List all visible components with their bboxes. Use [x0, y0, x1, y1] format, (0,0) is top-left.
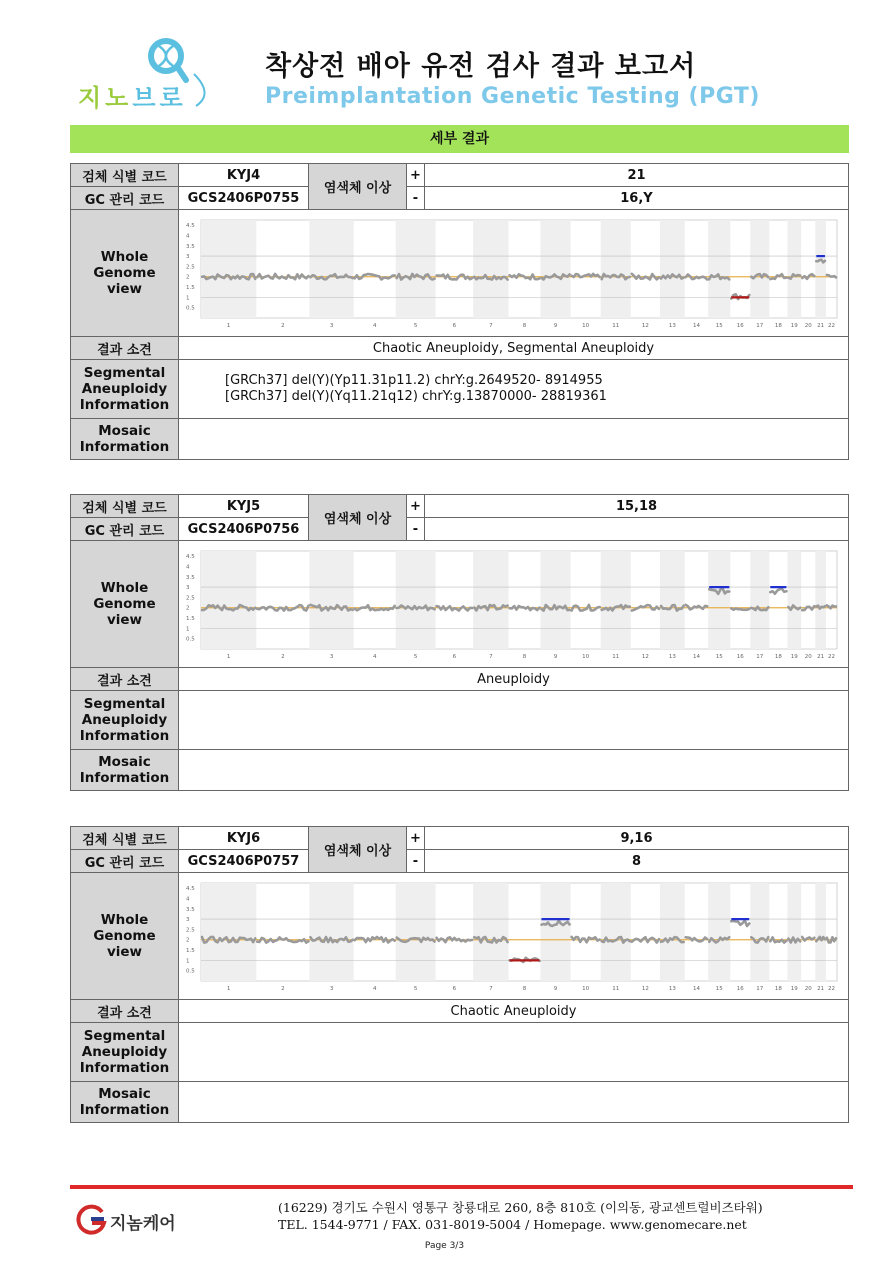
chromosome-band [660, 220, 685, 318]
whole-genome-chart [183, 877, 841, 995]
x-tick-label: 19 [790, 986, 798, 992]
y-tick-label: 2.5 [186, 927, 195, 934]
x-tick-label: 19 [790, 654, 798, 660]
mosaic-label: Mosaic Information [71, 750, 179, 791]
x-tick-label: 18 [774, 986, 782, 992]
x-tick-label: 7 [489, 323, 493, 329]
x-tick-label: 15 [715, 986, 723, 992]
chromosome-band [660, 551, 685, 649]
x-tick-label: 21 [817, 986, 825, 992]
x-tick-label: 13 [668, 323, 676, 329]
x-tick-label: 13 [668, 654, 676, 660]
y-tick-label: 1.5 [186, 616, 195, 623]
y-tick-label: 1.5 [186, 285, 195, 292]
chromosome-band [201, 551, 256, 649]
chromosome-band [750, 220, 769, 318]
segmental-label: Segmental Aneuploidy Information [71, 691, 179, 750]
chromosome-band [309, 220, 353, 318]
x-tick-label: 8 [522, 654, 527, 660]
chromosome-band [787, 220, 801, 318]
y-tick-label: 2 [186, 605, 190, 612]
chromosome-band [815, 220, 826, 318]
sample-id-value: KYJ4 [179, 164, 309, 187]
report-subtitle: Preimplantation Genetic Testing (PGT) [265, 84, 760, 109]
segmental-info [179, 691, 849, 750]
sample-id-value: KYJ6 [179, 827, 309, 850]
section-title: 세부 결과 [70, 125, 849, 153]
x-tick-label: 11 [612, 323, 620, 329]
chromosome-band [660, 883, 685, 981]
x-tick-label: 7 [489, 654, 493, 660]
x-tick-label: 2 [281, 986, 285, 992]
x-tick-label: 6 [452, 323, 457, 329]
x-tick-label: 5 [413, 986, 418, 992]
x-tick-label: 1 [226, 323, 231, 329]
plot-area [201, 883, 837, 981]
y-tick-label: 2 [186, 937, 190, 944]
logo-wordmark: 지노브로 [78, 84, 187, 112]
x-tick-label: 10 [582, 986, 590, 992]
x-tick-label: 16 [736, 986, 744, 992]
x-tick-label: 1 [226, 654, 231, 660]
chromosome-band [396, 551, 436, 649]
x-tick-label: 18 [774, 654, 782, 660]
x-tick-label: 12 [641, 986, 649, 992]
sample-id-label: 검체 식별 코드 [71, 164, 179, 187]
chromosome-band [787, 883, 801, 981]
chromosome-band [201, 220, 256, 318]
y-tick-label: 0.5 [186, 305, 195, 312]
segmental-label: Segmental Aneuploidy Information [71, 360, 179, 419]
chromosome-band [473, 883, 508, 981]
x-tick-label: 17 [756, 986, 764, 992]
x-tick-label: 20 [804, 654, 812, 660]
sample-id-label: 검체 식별 코드 [71, 495, 179, 518]
result-value: Aneuploidy [179, 668, 849, 691]
x-tick-label: 8 [522, 323, 527, 329]
sample-table [70, 163, 849, 460]
x-tick-label: 21 [817, 654, 825, 660]
x-tick-label: 12 [641, 323, 649, 329]
whole-genome-chart-cell [179, 210, 849, 337]
x-tick-label: 5 [413, 323, 418, 329]
copy-number-points [731, 608, 749, 609]
footer-divider [70, 1185, 853, 1189]
y-tick-label: 3 [186, 254, 190, 261]
gain-sign: + [407, 495, 425, 518]
result-label: 결과 소견 [71, 337, 179, 360]
y-tick-label: 3.5 [186, 243, 195, 250]
whole-genome-label: Whole Genome view [71, 873, 179, 1000]
gc-code-label: GC 관리 코드 [71, 850, 179, 873]
chromosome-band [473, 551, 508, 649]
y-tick-label: 3 [186, 917, 190, 924]
sample-id-label: 검체 식별 코드 [71, 827, 179, 850]
x-tick-label: 9 [553, 654, 558, 660]
gc-code-value: GCS2406P0755 [179, 187, 309, 210]
x-tick-label: 14 [692, 654, 700, 660]
y-tick-label: 2.5 [186, 595, 195, 602]
x-tick-label: 8 [522, 986, 527, 992]
chromosome-band [396, 883, 436, 981]
chromosome-band [601, 883, 631, 981]
page-number: Page 3/3 [424, 1241, 465, 1251]
loss-value: 16,Y [425, 187, 849, 210]
x-tick-label: 12 [641, 654, 649, 660]
x-tick-label: 15 [715, 323, 723, 329]
whole-genome-label: Whole Genome view [71, 541, 179, 668]
chromosome-band [540, 883, 570, 981]
x-tick-label: 21 [817, 323, 825, 329]
y-tick-label: 4 [186, 564, 190, 571]
loss-sign: - [407, 187, 425, 210]
x-tick-label: 9 [553, 986, 558, 992]
x-tick-label: 3 [329, 654, 334, 660]
footer-address-block [278, 1199, 763, 1233]
x-tick-label: 17 [756, 654, 764, 660]
y-tick-label: 0.5 [186, 968, 195, 975]
x-tick-label: 14 [692, 986, 700, 992]
plot-area [201, 220, 837, 318]
segmental-info [179, 1023, 849, 1082]
company-name: 지놈케어 [110, 1214, 176, 1234]
result-value: Chaotic Aneuploidy [179, 1000, 849, 1023]
company-logo [74, 1202, 184, 1238]
report-title: 착상전 배아 유전 검사 결과 보고서 [265, 51, 697, 82]
whole-genome-chart [183, 214, 841, 332]
x-tick-label: 4 [372, 986, 377, 992]
mosaic-label: Mosaic Information [71, 1082, 179, 1123]
y-tick-label: 4 [186, 896, 190, 903]
gc-code-value: GCS2406P0757 [179, 850, 309, 873]
chromosome-band [309, 883, 353, 981]
gain-value: 21 [425, 164, 849, 187]
x-tick-label: 22 [827, 323, 835, 329]
chromosome-band [787, 551, 801, 649]
report-header [0, 0, 889, 120]
gain-sign: + [407, 827, 425, 850]
x-tick-label: 6 [452, 654, 457, 660]
x-tick-label: 16 [736, 323, 744, 329]
x-tick-label: 4 [372, 323, 377, 329]
x-tick-label: 22 [827, 986, 835, 992]
x-tick-label: 22 [827, 654, 835, 660]
chromosome-band [815, 551, 826, 649]
chromosome-band [601, 220, 631, 318]
mosaic-value [179, 1082, 849, 1123]
gc-code-value: GCS2406P0756 [179, 518, 309, 541]
y-tick-label: 3.5 [186, 906, 195, 913]
x-tick-label: 18 [774, 323, 782, 329]
chromosome-band [201, 883, 256, 981]
x-tick-label: 20 [804, 323, 812, 329]
x-tick-label: 3 [329, 323, 334, 329]
chromosome-band [750, 883, 769, 981]
loss-value: 8 [425, 850, 849, 873]
y-tick-label: 1 [186, 958, 190, 965]
plot-area [201, 551, 837, 649]
chromosome-band [708, 551, 730, 649]
sample-table [70, 826, 849, 1123]
whole-genome-chart [183, 545, 841, 663]
y-tick-label: 3.5 [186, 574, 195, 581]
x-tick-label: 17 [756, 323, 764, 329]
genomecare-g-icon [74, 1203, 108, 1237]
x-tick-label: 2 [281, 654, 285, 660]
y-tick-label: 0.5 [186, 636, 195, 643]
x-tick-label: 19 [790, 323, 798, 329]
gain-sign: + [407, 164, 425, 187]
y-tick-label: 3 [186, 585, 190, 592]
gain-value: 15,18 [425, 495, 849, 518]
mosaic-value [179, 750, 849, 791]
x-tick-label: 10 [582, 654, 590, 660]
footer-address: (16229) 경기도 수원시 영통구 창룡대로 260, 8층 810호 (이의동, 광교센트럴비즈타워) [278, 1200, 763, 1215]
x-tick-label: 14 [692, 323, 700, 329]
x-tick-label: 7 [489, 986, 493, 992]
y-tick-label: 4.5 [186, 554, 195, 561]
result-label: 결과 소견 [71, 668, 179, 691]
y-tick-label: 2.5 [186, 264, 195, 271]
result-label: 결과 소견 [71, 1000, 179, 1023]
y-tick-label: 1 [186, 626, 190, 633]
gc-code-label: GC 관리 코드 [71, 187, 179, 210]
chromosome-band [815, 883, 826, 981]
x-tick-label: 20 [804, 986, 812, 992]
chromosome-band [396, 220, 436, 318]
gain-value: 9,16 [425, 827, 849, 850]
whole-genome-chart-cell [179, 873, 849, 1000]
loss-value [425, 518, 849, 541]
whole-genome-chart-cell [179, 541, 849, 668]
y-tick-label: 1.5 [186, 948, 195, 955]
segmental-label: Segmental Aneuploidy Information [71, 1023, 179, 1082]
chrom-abnormality-label: 염색체 이상 [309, 495, 407, 541]
x-tick-label: 15 [715, 654, 723, 660]
segmental-line: [GRCh37] del(Y)(Yq11.21q12) chrY:g.13870000- 28819361 [225, 389, 607, 404]
x-tick-label: 13 [668, 986, 676, 992]
loss-sign: - [407, 518, 425, 541]
mosaic-label: Mosaic Information [71, 419, 179, 460]
chromosome-band [601, 551, 631, 649]
y-tick-label: 4 [186, 233, 190, 240]
chromosome-band [309, 551, 353, 649]
gc-code-label: GC 관리 코드 [71, 518, 179, 541]
segmental-line: [GRCh37] del(Y)(Yp11.31p11.2) chrY:g.2649520- 8914955 [225, 373, 603, 388]
x-tick-label: 16 [736, 654, 744, 660]
x-tick-label: 11 [612, 986, 620, 992]
whole-genome-label: Whole Genome view [71, 210, 179, 337]
chromosome-band [750, 551, 769, 649]
x-tick-label: 10 [582, 323, 590, 329]
x-tick-label: 6 [452, 986, 457, 992]
chromosome-band [708, 220, 730, 318]
y-tick-label: 2 [186, 274, 190, 281]
chrom-abnormality-label: 염색체 이상 [309, 827, 407, 873]
mosaic-value [179, 419, 849, 460]
x-tick-label: 9 [553, 323, 558, 329]
x-tick-label: 3 [329, 986, 334, 992]
result-value: Chaotic Aneuploidy, Segmental Aneuploidy [179, 337, 849, 360]
y-tick-label: 4.5 [186, 223, 195, 230]
x-tick-label: 2 [281, 323, 285, 329]
x-tick-label: 5 [413, 654, 418, 660]
footer-contact: TEL. 1544-9771 / FAX. 031-8019-5004 / Homepage. www.genomecare.net [278, 1217, 747, 1232]
chromosome-band [708, 883, 730, 981]
chrom-abnormality-label: 염색체 이상 [309, 164, 407, 210]
chromosome-band [473, 220, 508, 318]
sample-table [70, 494, 849, 791]
segmental-info [179, 360, 849, 419]
x-tick-label: 11 [612, 654, 620, 660]
y-tick-label: 1 [186, 295, 190, 302]
x-tick-label: 4 [372, 654, 377, 660]
loss-sign: - [407, 850, 425, 873]
x-tick-label: 1 [226, 986, 231, 992]
y-tick-label: 4.5 [186, 886, 195, 893]
chromosome-band [540, 220, 570, 318]
chromosome-band [540, 551, 570, 649]
sample-id-value: KYJ5 [179, 495, 309, 518]
